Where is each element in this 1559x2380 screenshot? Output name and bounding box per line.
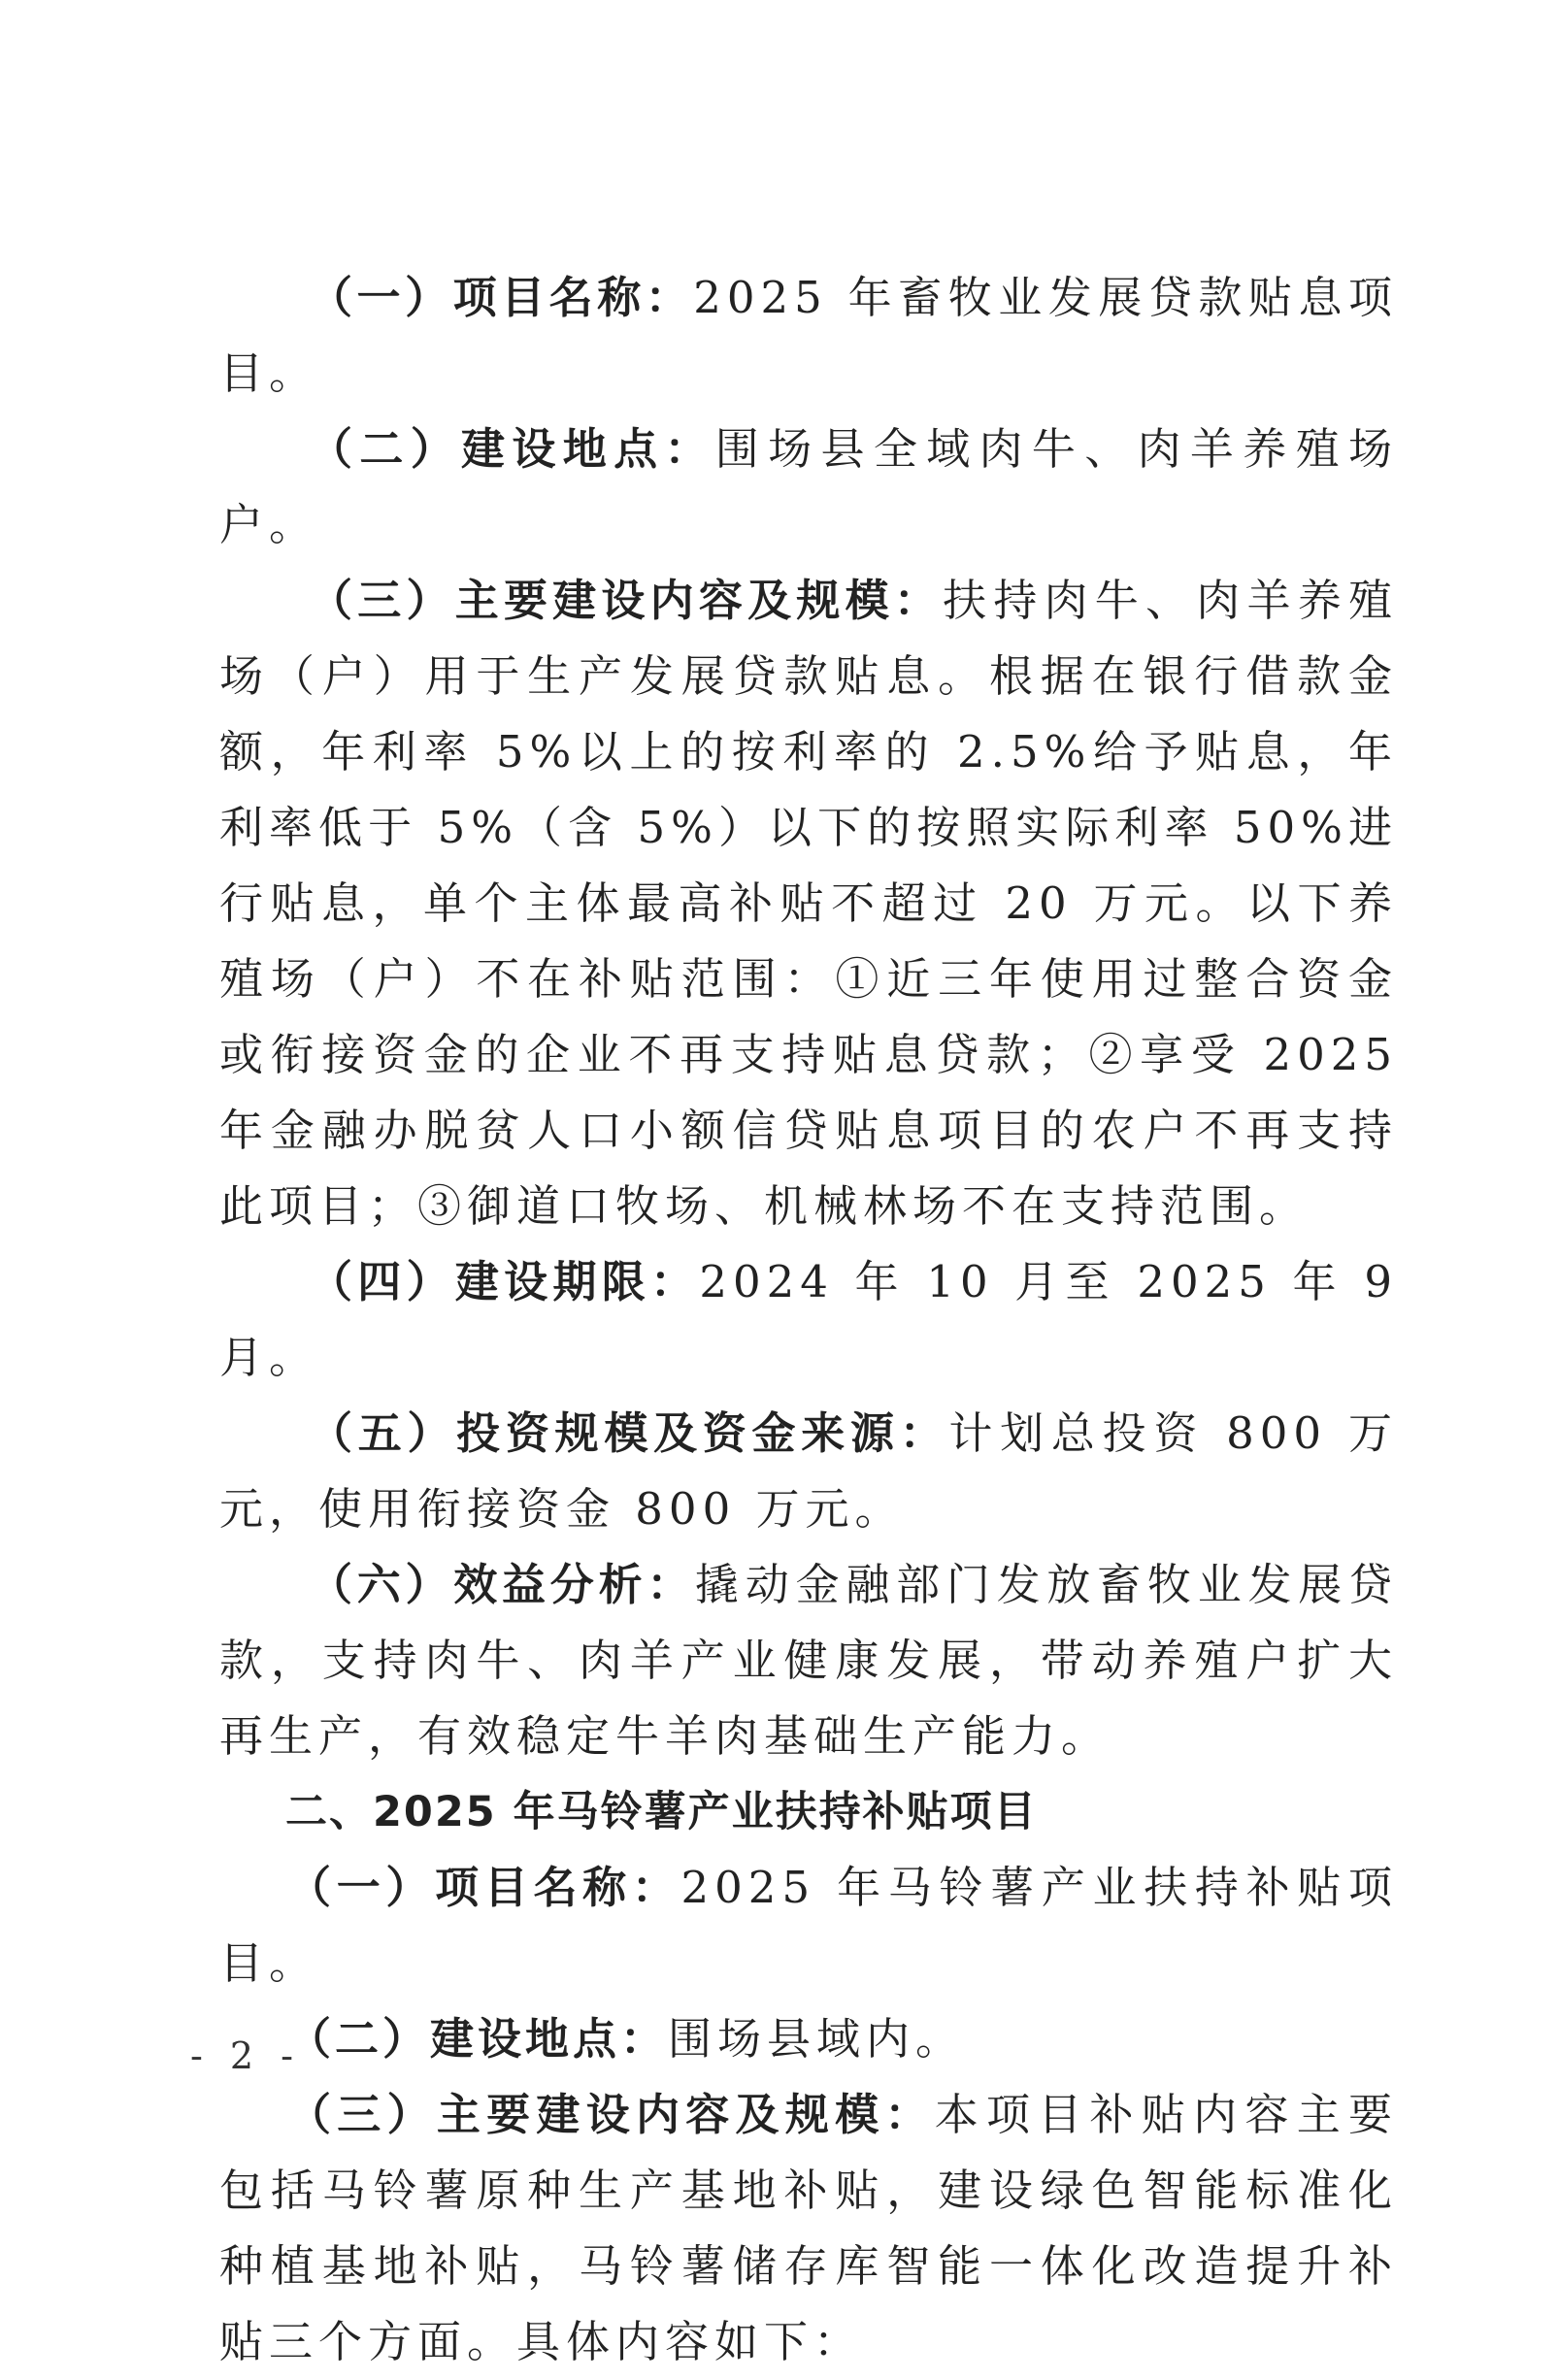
section-title-potato: 二、2025 年马铃薯产业扶持补贴项目	[285, 1788, 1038, 1836]
text-location: 围场县全域肉牛、肉羊养殖场户。	[219, 423, 1398, 550]
heading-period: （四）建设期限：	[309, 1256, 700, 1307]
paragraph-potato-name	[219, 1850, 1398, 2001]
paragraph-investment	[219, 1396, 1398, 1547]
paragraph-project-name	[219, 260, 1398, 412]
paragraph-period	[219, 1244, 1398, 1396]
text-project-name: 2025 年畜牧业发展贷款贴息项目。	[219, 272, 1398, 399]
paragraph-location	[219, 412, 1398, 563]
paragraph-content	[219, 563, 1398, 1244]
heading-potato-content: （三）主要建设内容及规模：	[287, 2089, 935, 2140]
heading-benefit: （六）效益分析：	[309, 1559, 696, 1610]
text-period: 2024 年 10 月至 2025 年 9 月。	[219, 1256, 1398, 1383]
text-potato-location: 围场县域内。	[668, 2013, 966, 2065]
text-potato-name: 2025 年马铃薯产业扶持补贴项目。	[219, 1862, 1398, 1989]
paragraph-benefit	[219, 1547, 1398, 1774]
heading-location: （二）建设地点：	[309, 423, 715, 475]
paragraph-potato-content	[219, 2077, 1398, 2380]
paragraph-potato-location	[219, 2001, 1398, 2077]
heading-potato-name: （一）项目名称：	[287, 1862, 681, 1913]
page-number: - 2 -	[190, 2034, 302, 2077]
heading-project-name: （一）项目名称：	[309, 272, 694, 323]
text-potato-content: 本项目补贴内容主要包括马铃薯原种生产基地补贴，建设绿色智能标准化种植基地补贴，马铃薯储存库智能一体化改造提升补贴三个方面。具体内容如下：	[219, 2089, 1398, 2367]
document-body	[219, 260, 1398, 2380]
heading-investment: （五）投资规模及资金来源：	[309, 1407, 949, 1459]
heading-potato-location: （二）建设地点：	[287, 2013, 669, 2065]
heading-content: （三）主要建设内容及规模：	[309, 575, 944, 626]
text-content: 扶持肉牛、肉羊养殖场（户）用于生产发展贷款贴息。根据在银行借款金额，年利率 5%以上的按利率的 2.5%给予贴息，年利率低于 5%（含 5%）以下的按照实际利率 50%进行贴息，单个主体最高补贴不超过 20 万元。以下养殖场（户）不在补贴范围：①近三年使用过整合资金或衔接资金的企业不再支持贴息贷款；②享受 2025 年金融办脱贫人口小额信贷贴息项目的农户不再支持此项目；③御道口牧场、机械林场不在支持范围。	[219, 575, 1398, 1232]
text-benefit: 撬动金融部门发放畜牧业发展贷款，支持肉牛、肉羊产业健康发展，带动养殖户扩大再生产，有效稳定牛羊肉基础生产能力。	[219, 1559, 1398, 1762]
text-investment: 计划总投资 800 万元，使用衔接资金 800 万元。	[219, 1407, 1398, 1535]
